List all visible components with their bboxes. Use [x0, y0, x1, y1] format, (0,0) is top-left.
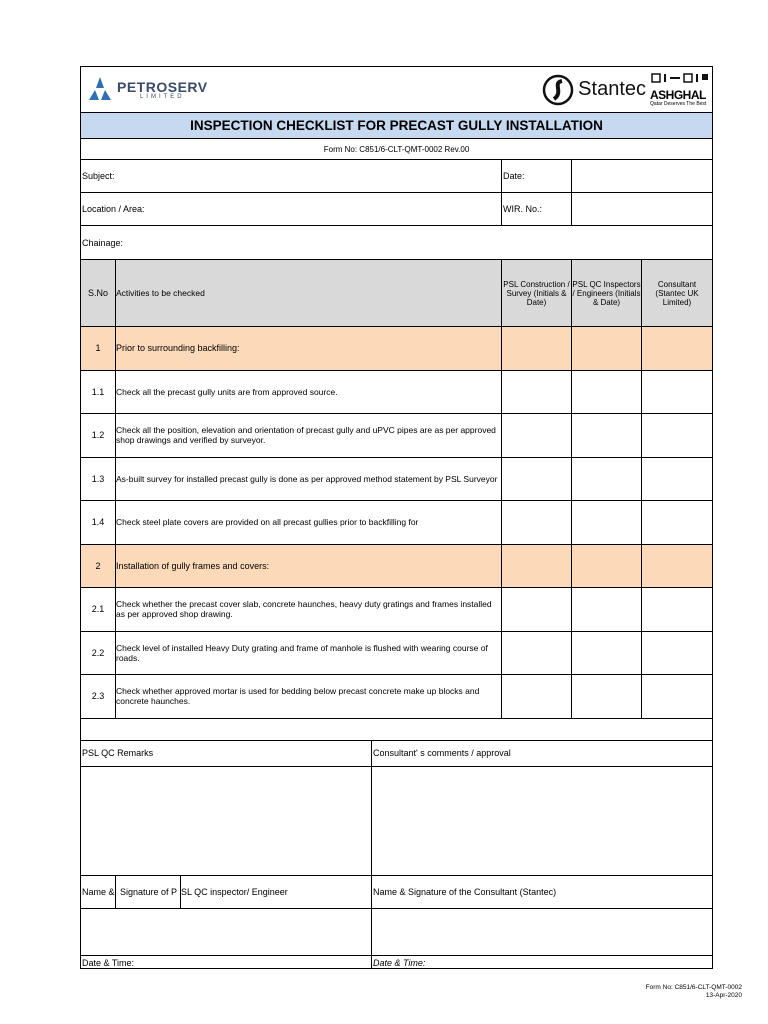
sig-right-label: Name & Signature of the Consultant (Stantec) [373, 886, 557, 897]
psl-construction-cell[interactable] [502, 458, 572, 501]
consultant-cell[interactable] [642, 632, 712, 675]
row-sno: 2.3 [81, 675, 116, 718]
remarks-header [81, 741, 712, 767]
row-sno: 2.1 [81, 588, 116, 631]
table-row [81, 458, 712, 502]
psl-qc-remarks-label: PSL QC Remarks [81, 741, 372, 766]
row-activity: Check all the precast gully units are from approved source. [116, 371, 502, 414]
psl-qc-remarks-field[interactable] [81, 767, 372, 875]
row-activity: Check all the position, elevation and orientation of precast gully and uPVC pipes are as per approved shop drawings and verified by surveyor. [116, 414, 502, 457]
sig-left-label-c: SL QC inspector/ Engineer [181, 876, 372, 908]
checklist-form [80, 66, 713, 969]
chainage-label: Chainage: [82, 237, 124, 248]
date-time-right[interactable]: Date & Time: [373, 957, 426, 968]
row-activity: As-built survey for installed precast gully is done as per approved method statement by PSL Surveyor [116, 458, 502, 501]
footer-form-number: Form No: C851/6-CLT-QMT-0002 [645, 984, 742, 991]
sig-left-label-b: Signature of P [116, 876, 181, 908]
petroserv-logo [87, 76, 208, 104]
row-activity: Check whether approved mortar is used for bedding below precast concrete make up blocks and concrete haunches. [116, 675, 502, 718]
date-field[interactable] [572, 160, 712, 192]
table-row [81, 501, 712, 545]
header-activities: Activities to be checked [116, 260, 502, 326]
ashghal-mark: ASHGHAL [650, 87, 706, 102]
row-activity: Check steel plate covers are provided on all precast gullies prior to backfilling for [116, 501, 502, 544]
psl-construction-cell[interactable] [502, 327, 572, 370]
location-field[interactable] [81, 193, 502, 225]
row-sno: 1.3 [81, 458, 116, 501]
location-label: Location / Area: [82, 204, 145, 214]
consultant-cell[interactable] [642, 458, 712, 501]
header-consultant: Consultant (Stantec UK Limited) [655, 279, 699, 307]
psl-qc-cell[interactable] [572, 632, 642, 675]
table-row [81, 414, 712, 458]
consultant-signature-field[interactable] [372, 909, 712, 955]
page-footer [600, 984, 742, 1000]
page-title: INSPECTION CHECKLIST FOR PRECAST GULLY INSTALLATION [190, 118, 603, 133]
table-row [81, 675, 712, 719]
row-sno: 2 [81, 545, 116, 588]
petroserv-sub: LIMITED [139, 93, 185, 100]
table-row [81, 371, 712, 415]
form-number-row [81, 139, 712, 160]
date-time-row [81, 956, 712, 969]
psl-qc-cell[interactable] [572, 675, 642, 718]
psl-construction-cell[interactable] [502, 501, 572, 544]
wir-label: WIR. No.: [503, 204, 543, 214]
row-sno: 1.2 [81, 414, 116, 457]
spacer-row [81, 719, 712, 741]
psl-construction-cell[interactable] [502, 588, 572, 631]
psl-construction-cell[interactable] [502, 414, 572, 457]
wir-label-cell [502, 193, 572, 225]
psl-construction-cell[interactable] [502, 675, 572, 718]
ashghal-icon [650, 73, 710, 89]
logo-header [81, 67, 712, 113]
petroserv-name: PETROSERV [117, 78, 208, 95]
row-activity: Installation of gully frames and covers: [116, 545, 502, 588]
signature-field-row [81, 909, 712, 956]
psl-construction-cell[interactable] [502, 371, 572, 414]
ashghal-sub: Qatar Deserves The Best [650, 100, 707, 107]
consultant-cell[interactable] [642, 545, 712, 588]
table-row [81, 545, 712, 589]
row-sno: 1 [81, 327, 116, 370]
petroserv-icon [87, 76, 113, 104]
consultant-comments-field[interactable] [372, 767, 712, 875]
psl-construction-cell[interactable] [502, 632, 572, 675]
header-psl-construction: PSL Construction / Survey (Initials & Date) [502, 260, 572, 326]
chainage-row[interactable] [81, 226, 712, 260]
table-row [81, 632, 712, 676]
row-activity: Check whether the precast cover slab, concrete haunches, heavy duty gratings and frames installed as per approved shop drawing. [116, 588, 502, 631]
stantec-icon [542, 74, 574, 106]
psl-qc-cell[interactable] [572, 371, 642, 414]
subject-field[interactable] [81, 160, 502, 192]
form-number: Form No: C851/6-CLT-QMT-0002 Rev.00 [323, 144, 470, 154]
consultant-cell[interactable] [642, 371, 712, 414]
date-label-cell [502, 160, 572, 192]
table-row [81, 588, 712, 632]
location-row [81, 193, 712, 226]
date-label: Date: [503, 171, 525, 181]
table-row [81, 327, 712, 371]
date-time-left[interactable]: Date & Time: [81, 956, 372, 968]
psl-construction-cell[interactable] [502, 545, 572, 588]
psl-qc-cell[interactable] [572, 545, 642, 588]
signature-label-row [81, 876, 712, 909]
consultant-cell[interactable] [642, 675, 712, 718]
row-sno: 2.2 [81, 632, 116, 675]
sig-left-label-a: Name & [81, 876, 116, 908]
footer-date: 13-Apr-2020 [705, 992, 742, 999]
header-sno: S.No [81, 260, 116, 326]
consultant-cell[interactable] [642, 327, 712, 370]
consultant-cell[interactable] [642, 414, 712, 457]
row-activity: Check level of installed Heavy Duty grating and frame of manhole is flushed with wearing course of roads. [116, 632, 502, 675]
consultant-comments-label: Consultant' s comments / approval [373, 748, 511, 758]
consultant-cell[interactable] [642, 501, 712, 544]
table-header [81, 260, 712, 327]
subject-label: Subject: [82, 171, 115, 181]
remarks-body [81, 767, 712, 876]
psl-qc-cell[interactable] [572, 588, 642, 631]
stantec-name: Stantec [578, 78, 646, 100]
psl-qc-cell[interactable] [572, 327, 642, 370]
row-activity: Prior to surrounding backfilling: [116, 327, 502, 370]
header-psl-qc: PSL QC Inspectors / Engineers (Initials & Date) [572, 260, 642, 326]
wir-field[interactable] [572, 193, 712, 225]
consultant-cell[interactable] [642, 588, 712, 631]
psl-qc-cell[interactable] [572, 458, 642, 501]
row-sno: 1.1 [81, 371, 116, 414]
psl-qc-cell[interactable] [572, 414, 642, 457]
row-sno: 1.4 [81, 501, 116, 544]
title-bar [81, 113, 712, 139]
subject-row [81, 160, 712, 193]
stantec-logo [542, 74, 646, 106]
psl-qc-cell[interactable] [572, 501, 642, 544]
psl-qc-signature-field[interactable] [81, 909, 372, 955]
ashghal-logo [650, 73, 712, 107]
